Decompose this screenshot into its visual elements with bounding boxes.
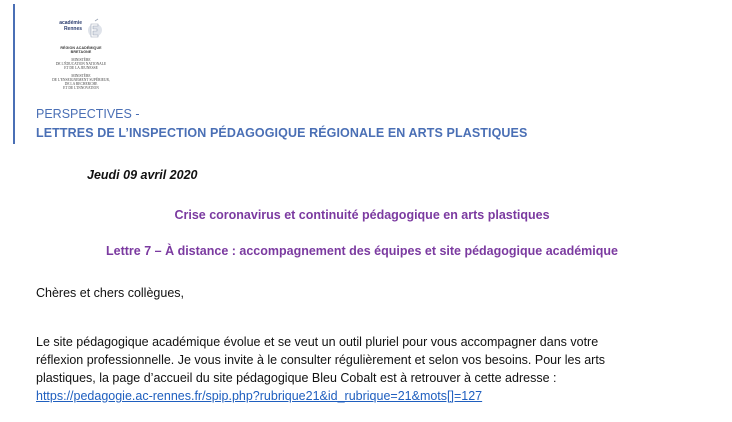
logo-min1-b: DE L'ÉDUCATION NATIONALE xyxy=(55,62,107,66)
body-paragraph xyxy=(36,333,726,405)
greeting: Chères et chers collègues, xyxy=(36,286,184,300)
header-perspectives: PERSPECTIVES - xyxy=(36,107,140,121)
header-lettres: LETTRES DE L’INSPECTION PÉDAGOGIQUE RÉGIONALE EN ARTS PLASTIQUES xyxy=(36,126,528,140)
paragraph-line-1: Le site pédagogique académique évolue et se veut un outil pluriel pour vous accompagner dans votre xyxy=(36,335,599,349)
paragraph-line-3: plastiques, la page d’accueil du site pédagogique Bleu Cobalt est à retrouver à cette adresse : xyxy=(36,371,557,385)
logo-rennes: Rennes xyxy=(63,26,82,32)
logo-academie: académie xyxy=(59,20,82,26)
logo-region: RÉGION ACADÉMIQUE xyxy=(60,46,102,50)
paragraph-line-2: réflexion professionnelle. Je vous invite à le consulter régulièrement et selon vos besoins. Pour les arts xyxy=(36,353,606,367)
logo-min2-d: ET DE L'INNOVATION xyxy=(63,86,99,90)
logo-min2-b: DE L'ENSEIGNEMENT SUPÉRIEUR, xyxy=(52,78,110,82)
subtitle-text: Crise coronavirus et continuité pédagogique en arts plastiques xyxy=(174,208,550,222)
letter-title xyxy=(0,244,732,258)
logo-min1-a: MINISTÈRE xyxy=(71,58,91,62)
bleu-cobalt-link[interactable]: https://pedagogie.ac-rennes.fr/spip.php?rubrique21&id_rubrique=21&mots[]=127 xyxy=(36,389,483,403)
letter-date: Jeudi 09 avril 2020 xyxy=(87,168,198,182)
subtitle xyxy=(0,208,732,222)
logo-min2-c: DE LA RECHERCHE xyxy=(64,82,98,86)
logo-min2-a: MINISTÈRE xyxy=(71,74,91,78)
logo-wordmark xyxy=(58,20,82,32)
margin-rule xyxy=(13,4,15,144)
logo-min1-c: ET DE LA JEUNESSE xyxy=(64,66,98,70)
letter-title-text: Lettre 7 – À distance : accompagnement des équipes et site pédagogique académique xyxy=(106,244,618,258)
logo-region-bretagne: BRETAGNE xyxy=(70,50,92,54)
marianne-e-icon xyxy=(84,18,106,44)
logo-row xyxy=(58,18,128,44)
